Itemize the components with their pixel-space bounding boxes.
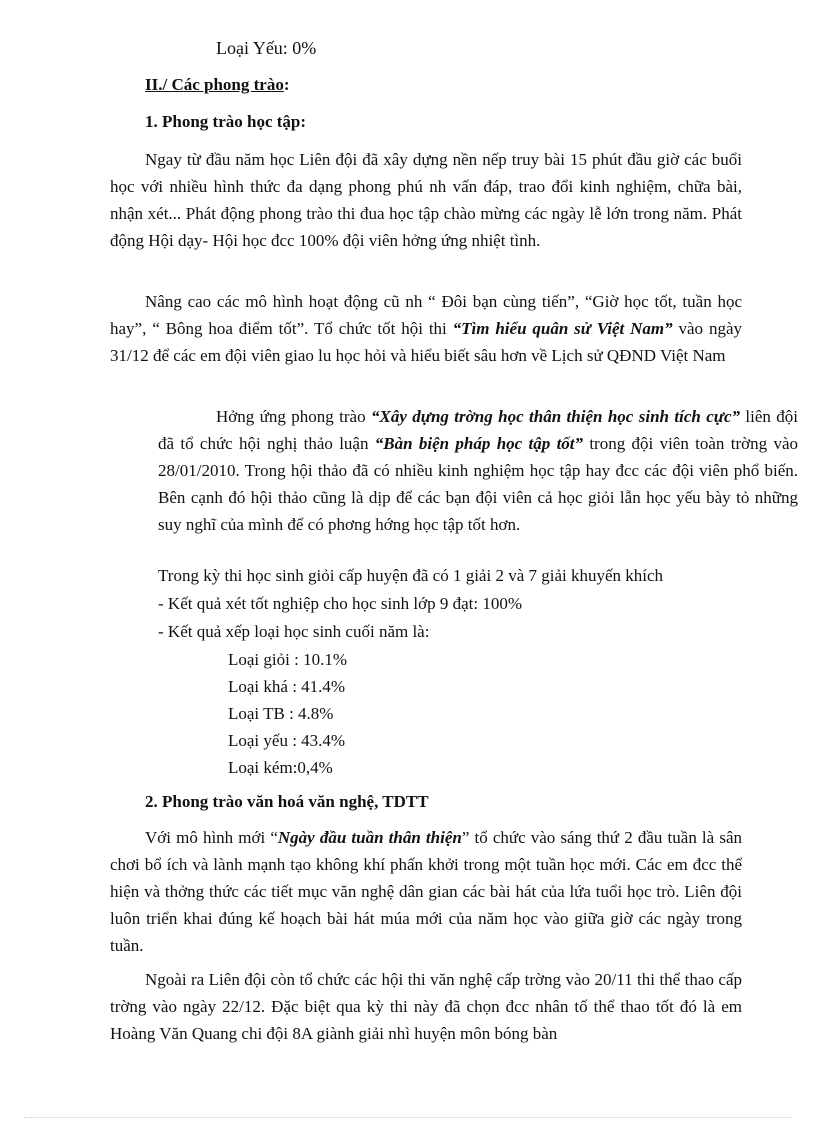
paragraph-study-2-text-a: Nâng cao các mô hình hoạt động cũ nh “ Đôi bạn cùng tiến”, “Giờ học tốt, tuần học hay”, “ Bông hoa điểm tốt”. Tổ chức tốt hội thi: [110, 292, 742, 338]
contest-title-history: “Tìm hiểu quân sử Việt Nam”: [452, 319, 673, 338]
paragraph-culture-2: Ngoài ra Liên đội còn tổ chức các hội thi văn nghệ cấp trờng vào 20/11 thi thể thao cấp trờng vào ngày 22/12. Đặc biệt qua kỳ thi này đã chọn đcc nhân tố thể thao tốt đó là em Hoàng Văn Quang chi đội 8A giành giải nhì huyện môn bóng bàn: [110, 970, 742, 1043]
paragraph-study-3-text-b: liên đội đã tổ chức hội nghị thảo luận: [158, 407, 799, 453]
paragraph-culture-1-text-a: Với mô hình mới “: [145, 828, 278, 847]
page-bottom-rule: [24, 1117, 792, 1118]
grade-line-good: Loại khá : 41.4%: [228, 677, 346, 696]
paragraph-culture-1: [110, 824, 742, 959]
section-heading-text: II./ Các phong trào: [145, 75, 284, 94]
grade-line-poor: Loại kém:0,4%: [228, 758, 333, 777]
grade-line-weak: Loại yếu : 43.4%: [228, 731, 346, 750]
section-heading-colon: :: [283, 75, 290, 94]
paragraph-district-contest: Trong kỳ thi học sinh giỏi cấp huyện đã có 1 giải 2 và 7 giải khuyến khích: [158, 566, 664, 585]
paragraph-year-end-ranking: - Kết quả xếp loại học sinh cuối năm là:: [158, 622, 430, 641]
paragraph-study-2-text-b: vào ngày 31/12 để các em đội viên giao lu học hỏi và hiểu biết sâu hơn về Lịch sử QĐND Việt Nam: [110, 319, 742, 365]
paragraph-study-3: [158, 403, 798, 538]
movement-title-friendly-school: “Xây dựng trờng học thân thiện học sinh tích cực”: [371, 407, 740, 426]
grade-line-excellent: Loại giỏi : 10.1%: [228, 650, 347, 669]
paragraph-graduation-result: - Kết quả xét tốt nghiệp cho học sinh lớp 9 đạt: 100%: [158, 594, 523, 613]
paragraph-study-1: Ngay từ đầu năm học Liên đội đã xây dựng nền nếp truy bài 15 phút đầu giờ các buổi học với nhiều hình thức đa dạng phong phú nh vấn đáp, trao đổi kinh nghiệm, chữa bài, nhận xét... Phát động phong trào thi đua học tập chào mừng các ngày lễ lớn trong năm. Phát động Hội dạy- Hội học đcc 100% đội viên hởng ứng nhiệt tình.: [110, 150, 742, 250]
subsection-heading-culture: 2. Phong trào văn hoá văn nghệ, TDTT: [145, 792, 429, 811]
paragraph-culture-1-text-b: ” tổ chức vào sáng thứ 2 đầu tuần là sân chơi bổ ích và lành mạnh tạo không khí phấn khởi trong một tuần học mới. Các em đcc thể hiện và thởng thức các tiết mục văn nghệ dân gian các bài hát của lứa tuổi học trò. Liên đội luôn triển khai đúng kế hoạch bài hát múa mới của năm học vào giữa giờ các ngày trong tuần.: [110, 828, 742, 955]
program-title-friendly-monday: Ngày đầu tuần thân thiện: [277, 828, 462, 847]
paragraph-study-2: [110, 288, 742, 369]
grade-line-average: Loại TB : 4.8%: [228, 704, 334, 723]
conference-title-study-methods: “Bàn biện pháp học tập tốt”: [374, 434, 584, 453]
grade-weak-line: Loại Yếu: 0%: [216, 38, 317, 58]
paragraph-study-3-text-a: Hởng ứng phong trào: [216, 407, 371, 426]
paragraph-study-3-text-c: trong đội viên toàn trờng vào 28/01/2010. Trong hội thảo đã có nhiều kinh nghiệm học tập hay đcc các đội viên phổ biến. Bên cạnh đó hội thảo cũng là dịp để các bạn đội viên cả học giỏi lẫn học yếu bày tỏ những suy nghĩ của mình để có phơng hớng học tập tốt hơn.: [158, 434, 798, 534]
subsection-heading-study: 1. Phong trào học tập:: [145, 112, 307, 131]
section-heading: [145, 75, 290, 95]
